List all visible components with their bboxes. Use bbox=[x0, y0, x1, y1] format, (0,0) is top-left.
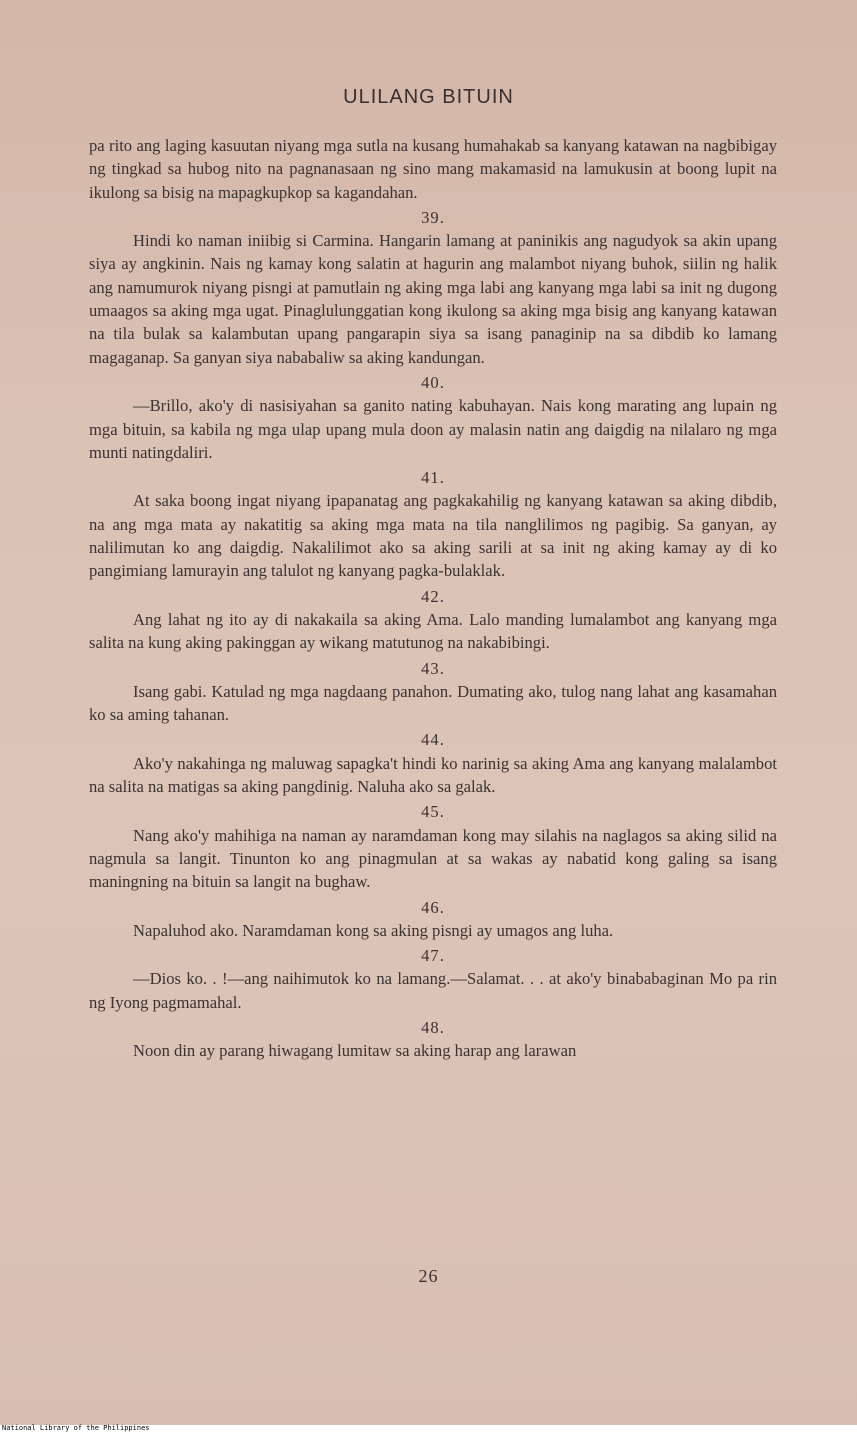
page-number: 26 bbox=[418, 1266, 439, 1286]
section-number: 45. bbox=[421, 802, 445, 822]
section-number: 42. bbox=[421, 586, 445, 606]
section-number: 46. bbox=[421, 897, 445, 917]
paragraph: Nang ako'y mahihiga na naman ay naramdaman kong may silahis na naglagos sa aking silid na nagmula sa langit. Tinunton ko ang pinagmulan at sa wakas ay nabatid kong galing sa isang maningning na bituin sa langit na bughaw. bbox=[89, 825, 777, 892]
paragraph: —Brillo, ako'y di nasisiyahan sa ganito nating kabuhayan. Nais kong marating ang lupain ng mga bituin, sa kabila ng mga ulap upang mula doon ay malasin natin ang daigdig na nilalaro ng mga munti natingdaliri. bbox=[89, 396, 777, 462]
paragraph: Noon din ay parang hiwagang lumitaw sa aking harap ang larawan bbox=[133, 1041, 577, 1061]
paragraph: Napaluhod ako. Naramdaman kong sa aking pisngi ay umagos ang luha. bbox=[133, 920, 614, 940]
page-body bbox=[89, 134, 777, 1063]
paragraph: —Dios ko. . !—ang naihimutok ko na lamang.—Salamat. . . at ako'y binababaginan Mo pa rin ng Iyong pagmamahal. bbox=[89, 969, 777, 1012]
section-number: 43. bbox=[421, 658, 445, 678]
paragraph: Ako'y nakahinga ng maluwag sapagka't hindi ko narinig sa aking Ama ang kanyang malalambot na salita na matigas sa aking pangdinig. Naluha ako sa galak. bbox=[89, 753, 777, 797]
paragraph: Ang lahat ng ito ay di nakakaila sa aking Ama. Lalo manding lumalambot ang kanyang mga salita na kung aking pakinggan ay wikang matutunog na nakabibingi. bbox=[89, 609, 777, 653]
running-header: ULILANG BITUIN bbox=[343, 86, 514, 108]
section-number: 44. bbox=[421, 730, 445, 750]
paragraph: At saka boong ingat niyang ipapanatag ang pagkakahilig ng kanyang katawan sa aking dibdib, na ang mga mata ay nakatitig sa aking mga mata na tila nanglilimos ng pagibig. Sa ganyan, ay nalilimutan ko ang daigdig. Nakalilimot ako sa aking sarili at sa init ng aking kamay ay di ko pangimiang lamurayin ang talulot ng kanyang pagka-bulaklak. bbox=[89, 491, 777, 581]
paragraph: Hindi ko naman iniibig si Carmina. Hangarin lamang at paninikis ang nagudyok sa akin upang siya ay angkinin. Nais ng kamay kong salatin at hagurin ang malambot niyang buhok, siilin ng halik ang namumurok niyang pisngi at pamutlain ng aking mga labi ang kanyang mga labi sa init ng dugong umaagos sa aking mga ugat. Pinaglulunggatian kong ikulong sa aking mga bisig ang kanyang katawan na tila bulak sa kalambutan upang pangarapin siya sa isang panaginip na sa dibdib ko lamang magaganap. Sa ganyan siya nababaliw sa aking kandungan. bbox=[89, 231, 777, 367]
library-footer bbox=[0, 1425, 857, 1433]
paragraph: Isang gabi. Katulad ng mga nagdaang panahon. Dumating ako, tulog nang lahat ang kasamahan ko sa aming tahanan. bbox=[89, 681, 777, 725]
footer-credit: National Library of the Philippines bbox=[2, 1424, 150, 1432]
section-number: 47. bbox=[421, 946, 445, 966]
section-number: 40. bbox=[421, 372, 445, 392]
section-number: 48. bbox=[421, 1017, 445, 1037]
section-number: 41. bbox=[421, 468, 445, 488]
paragraph-38-continued: pa rito ang laging kasuutan niyang mga sutla na kusang humahakab sa kanyang katawan na nagbibigay ng tingkad sa hubog nito na pagnanasaan ng sino mang makamasid na lamukusin at boong lupit na ikulong sa bisig na mapagkupkop sa kagandahan. bbox=[89, 136, 777, 202]
section-number: 39. bbox=[421, 207, 445, 227]
